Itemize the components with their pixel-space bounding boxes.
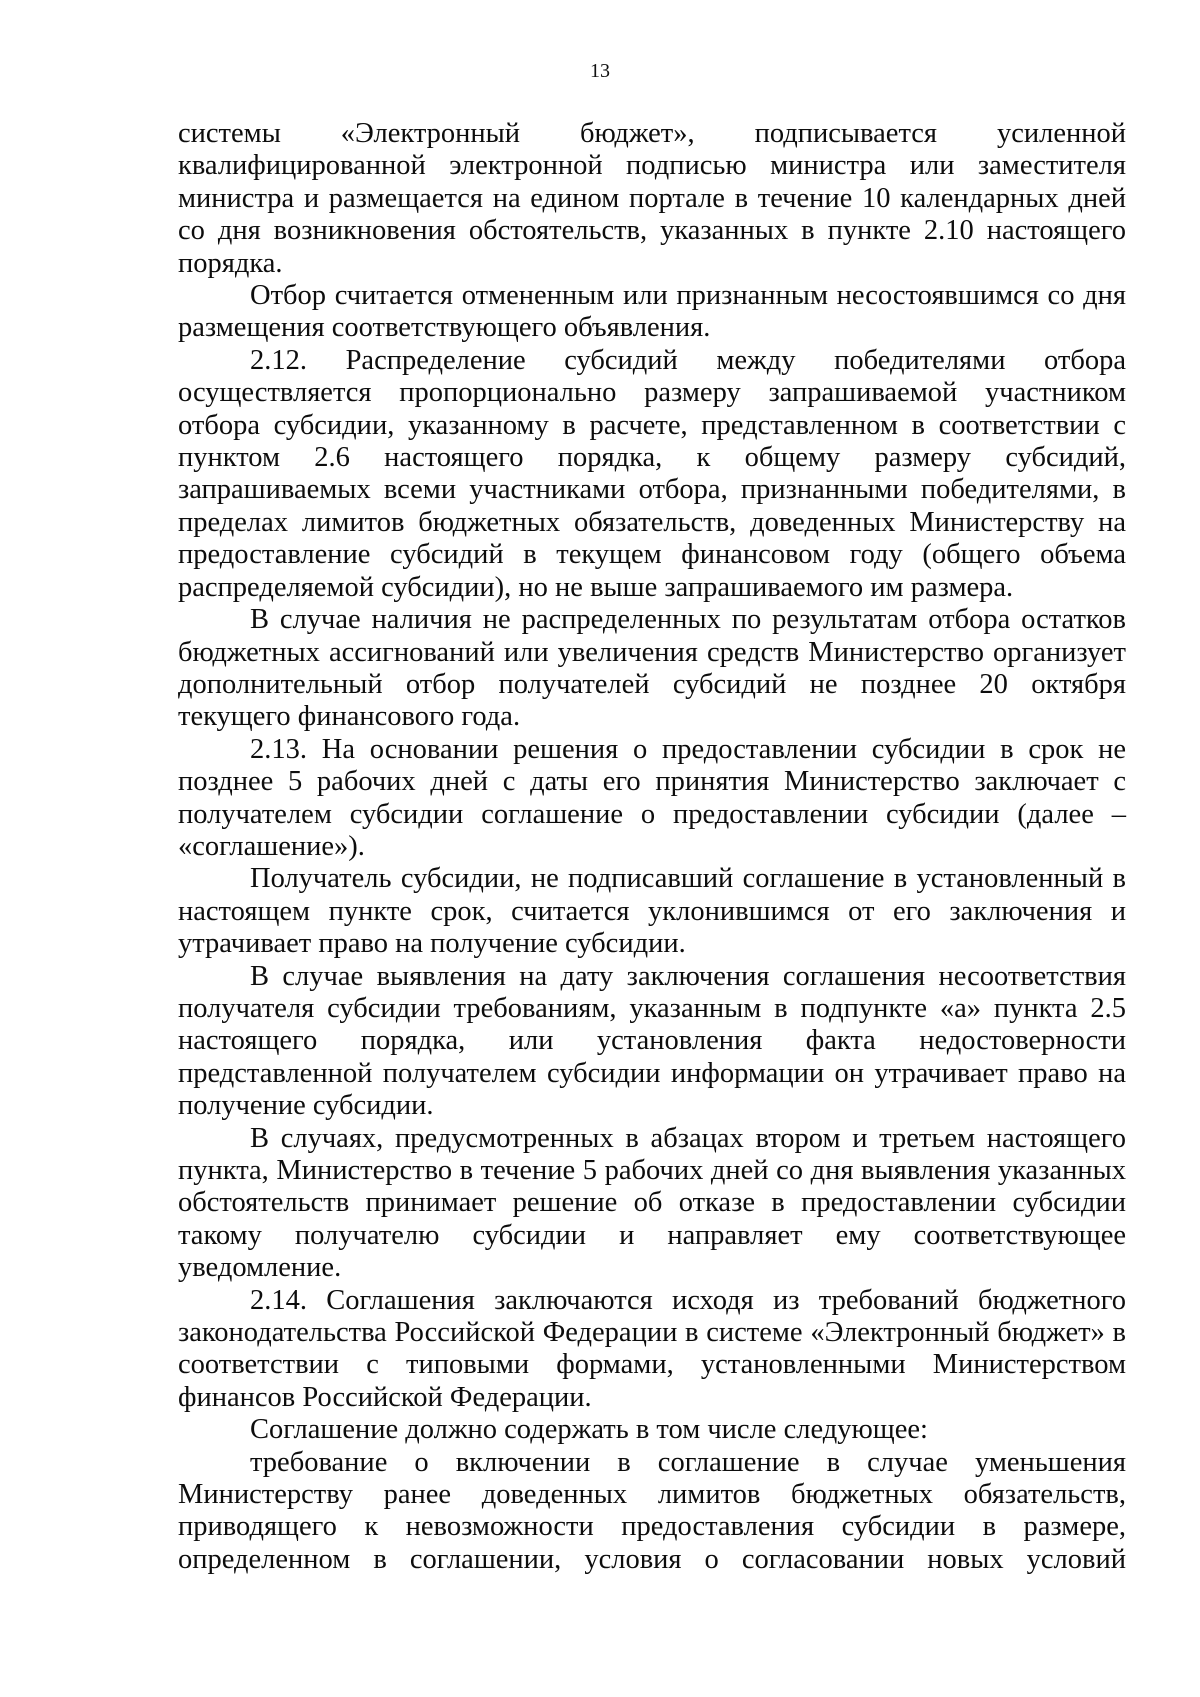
paragraph-6: Получатель субсидии, не подписавший соглашение в установленный в настоящем пункте срок, считается уклонившимся от его заключения и утрачивает право на получение субсидии. (178, 863, 1126, 960)
paragraph-8: В случаях, предусмотренных в абзацах втором и третьем настоящего пункта, Министерство в течение 5 рабочих дней со дня выявления указанных обстоятельств принимает решение об отказе в предоставлении субсидии такому получателю субсидии и направляет ему соответствующее уведомление. (178, 1122, 1126, 1284)
page-number: 13 (590, 60, 610, 82)
paragraph-7: В случае выявления на дату заключения соглашения несоответствия получателя субсидии требованиям, указанным в подпункте «а» пункта 2.5 настоящего порядка, или установления факта недостоверности представленной получателем субсидии информации он утрачивает право на получение субсидии. (178, 960, 1126, 1122)
paragraph-11: требование о включении в соглашение в случае уменьшения Министерству ранее доведенных лимитов бюджетных обязательств, приводящего к невозможности предоставления субсидии в размере, определенном в соглашении, условия о согласовании новых условий (178, 1446, 1126, 1575)
paragraph-2-12: 2.12. Распределение субсидий между победителями отбора осуществляется пропорционально размеру запрашиваемой участником отбора субсидии, указанному в расчете, представленном в соответствии с пунктом 2.6 настоящего порядка, к общему размеру субсидий, запрашиваемых всеми участниками отбора, признанными победителями, в пределах лимитов бюджетных обязательств, доведенных Министерству на предоставление субсидий в текущем финансовом году (общего объема распределяемой субсидии), но не выше запрашиваемого им размера. (178, 344, 1126, 603)
paragraph-2-13: 2.13. На основании решения о предоставлении субсидии в срок не позднее 5 рабочих дней с даты его принятия Министерство заключает с получателем субсидии соглашение о предоставлении субсидии (далее – «соглашение»). (178, 733, 1126, 862)
paragraph-2: Отбор считается отмененным или признанным несостоявшимся со дня размещения соответствующего объявления. (178, 280, 1126, 344)
paragraph-4: В случае наличия не распределенных по результатам отбора остатков бюджетных ассигнований или увеличения средств Министерство организует дополнительный отбор получателей субсидий не позднее 20 октября текущего финансового года. (178, 604, 1126, 733)
paragraph-1: системы «Электронный бюджет», подписывается усиленной квалифицированной электронной подписью министра или заместителя министра и размещается на едином портале в течение 10 календарных дней со дня возникновения обстоятельств, указанных в пункте 2.10 настоящего порядка. (178, 118, 1126, 279)
paragraph-2-14: 2.14. Соглашения заключаются исходя из требований бюджетного законодательства Российской Федерации в системе «Электронный бюджет» в соответствии с типовыми формами, установленными Министерством финансов Российской Федерации. (178, 1284, 1126, 1413)
paragraph-10: Соглашение должно содержать в том числе следующее: (250, 1414, 928, 1446)
document-body (178, 118, 1126, 1576)
